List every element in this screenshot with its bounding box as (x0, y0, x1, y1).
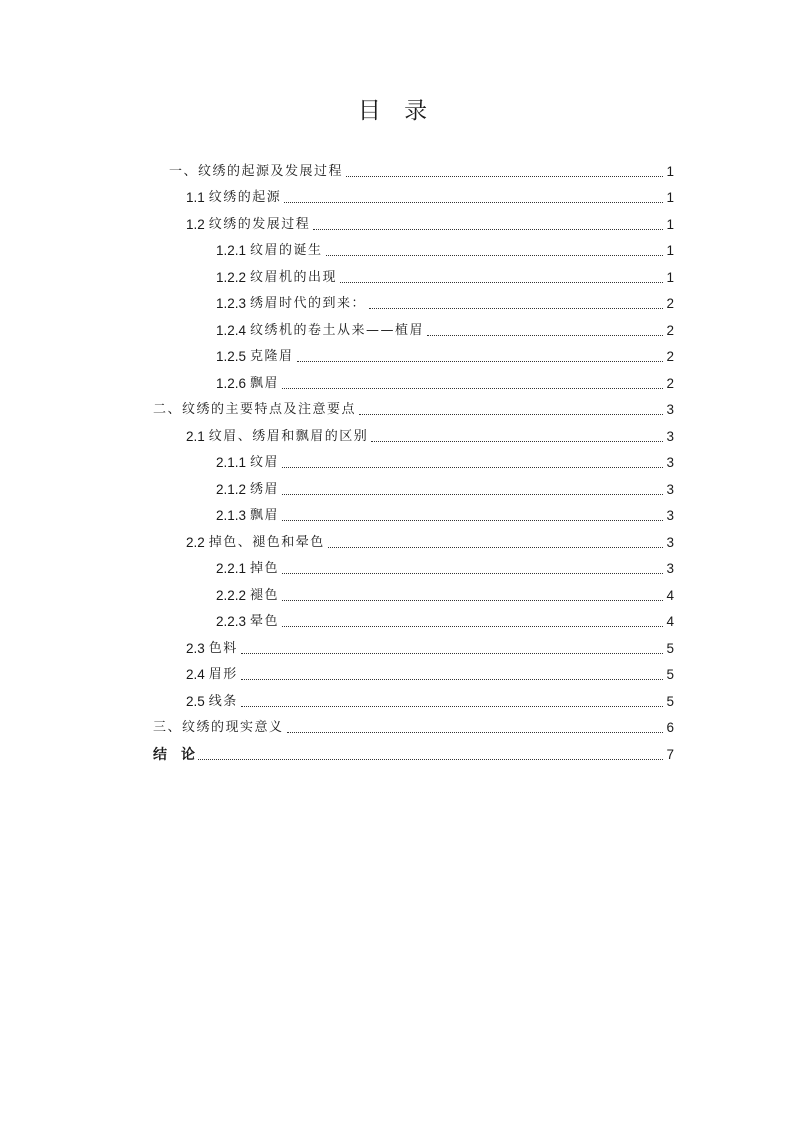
toc-entry-1-1[interactable] (186, 180, 674, 207)
toc-entry-label: 纹绣的起源 (208, 190, 282, 205)
toc-entry-label: 掉色、褪色和晕色 (208, 534, 325, 550)
toc-entry-label: 绣眉时代的到来： (250, 296, 367, 311)
toc-entry-page: 2 (666, 349, 674, 364)
toc-entry-page: 3 (666, 561, 674, 576)
dot-leader (241, 652, 664, 654)
toc-entry-number: 2.2.1 (216, 561, 247, 576)
toc-entry-1-2-4[interactable] (216, 312, 674, 339)
toc-entry-page: 1 (666, 216, 674, 232)
toc-entry-number: 1.2 (186, 216, 205, 232)
toc-entry-label: 褪色 (250, 587, 280, 603)
toc-entry-label: 绣眉 (250, 481, 280, 497)
toc-entry-number: 2.1.3 (216, 508, 247, 523)
toc-entry-number: 2.4 (186, 667, 205, 682)
toc-entry-2-5[interactable] (186, 683, 674, 710)
toc-entry-label: 克隆眉 (250, 349, 294, 364)
toc-entry-label: 纹眉、绣眉和飘眉的区别 (208, 428, 369, 444)
toc-entry-page: 3 (666, 402, 674, 417)
toc-entry-page: 7 (666, 746, 674, 762)
dot-leader (297, 360, 664, 362)
toc-entry-page: 5 (666, 667, 674, 682)
toc-entry-label: 纹绣的发展过程 (208, 216, 311, 232)
toc-entry-label: 飘眉 (250, 508, 280, 523)
toc-entry-chapter-3[interactable] (153, 710, 674, 737)
toc-entry-1-2-2[interactable] (216, 259, 674, 286)
toc-entry-label: 眉形 (208, 667, 238, 682)
dot-leader (326, 254, 664, 256)
toc-entry-2-1[interactable] (186, 418, 674, 445)
toc-entry-label: 飘眉 (250, 375, 280, 391)
toc-entry-label: 晕色 (250, 614, 280, 629)
toc-entry-number: 2.2.3 (216, 614, 247, 629)
toc-entry-page: 3 (666, 508, 674, 523)
toc-entry-1-2-5[interactable] (216, 339, 674, 366)
toc-entry-page: 2 (666, 322, 674, 338)
dot-leader (282, 387, 663, 389)
toc-entry-label: 纹眉 (250, 455, 280, 470)
toc-entry-label: 色料 (208, 640, 238, 656)
toc-entry-number: 1.2.5 (216, 349, 247, 364)
dot-leader (282, 519, 663, 521)
toc-entry-number: 1.1 (186, 190, 205, 205)
toc-entry-number: 2.1.1 (216, 455, 247, 470)
toc-entry-page: 3 (666, 428, 674, 444)
toc-entry-page: 3 (666, 455, 674, 470)
dot-leader (340, 281, 663, 283)
toc-entry-1-2-1[interactable] (216, 233, 674, 260)
toc-entry-number: 2.5 (186, 693, 205, 709)
toc-entry-1-2-6[interactable] (216, 365, 674, 392)
dot-leader (287, 731, 664, 733)
dot-leader (241, 678, 664, 680)
toc-entry-label: 线条 (208, 693, 238, 709)
toc-entry-label: 纹眉的诞生 (250, 243, 323, 258)
toc-entry-2-1-2[interactable] (216, 471, 674, 498)
toc-entry-label: 三、纹绣的现实意义 (153, 720, 284, 735)
toc-entry-number: 2.2.2 (216, 587, 247, 603)
dot-leader (282, 625, 663, 627)
dot-leader (282, 572, 663, 574)
toc-entry-number: 1.2.3 (216, 296, 247, 311)
toc-entry-page: 1 (666, 163, 674, 179)
toc-entry-page: 3 (666, 534, 674, 550)
dot-leader (284, 201, 663, 203)
dot-leader (313, 228, 663, 230)
toc-entry-label: 纹绣机的卷土从来——植眉 (250, 322, 425, 338)
dot-leader (282, 599, 663, 601)
dot-leader (359, 413, 663, 415)
toc-entry-number: 1.2.1 (216, 243, 247, 258)
toc-entry-1-2-3[interactable] (216, 286, 674, 313)
toc-entry-page: 1 (666, 269, 674, 285)
toc-entry-2-2-1[interactable] (216, 551, 674, 578)
toc-entry-1-2[interactable] (186, 206, 674, 233)
toc-entry-page: 3 (666, 481, 674, 497)
toc-entry-page: 1 (666, 190, 674, 205)
toc-entry-page: 4 (666, 614, 674, 629)
toc-entry-label: 结 论 (153, 746, 195, 763)
toc-entry-page: 1 (666, 243, 674, 258)
toc-entry-2-2[interactable] (186, 524, 674, 551)
toc-entry-number: 1.2.6 (216, 375, 247, 391)
dot-leader (328, 546, 664, 548)
toc-entry-label: 纹眉机的出现 (250, 269, 338, 285)
dot-leader (369, 307, 663, 309)
dot-leader (371, 440, 663, 442)
dot-leader (282, 493, 663, 495)
toc-entry-page: 5 (666, 640, 674, 656)
toc-entry-2-1-1[interactable] (216, 445, 674, 472)
toc-entry-chapter-2[interactable] (153, 392, 674, 419)
toc-entry-label: 一、纹绣的起源及发展过程 (169, 163, 344, 179)
toc-entry-conclusion[interactable] (153, 736, 674, 763)
dot-leader (427, 334, 663, 336)
toc-entry-number: 1.2.4 (216, 322, 247, 338)
dot-leader (282, 466, 663, 468)
dot-leader (198, 758, 663, 760)
dot-leader (241, 705, 664, 707)
toc-entry-chapter-1[interactable] (169, 153, 674, 180)
toc-entry-page: 2 (666, 296, 674, 311)
toc-entry-label: 二、纹绣的主要特点及注意要点 (153, 402, 357, 417)
page-title: 目 录 (357, 98, 436, 124)
toc-entry-number: 1.2.2 (216, 269, 247, 285)
toc-entry-2-3[interactable] (186, 630, 674, 657)
toc-entry-number: 2.1 (186, 428, 205, 444)
toc-entry-label: 掉色 (250, 561, 280, 576)
toc-entry-2-1-3[interactable] (216, 498, 674, 525)
toc-entry-page: 6 (666, 720, 674, 735)
toc-entry-2-4[interactable] (186, 657, 674, 684)
toc-entry-2-2-3[interactable] (216, 604, 674, 631)
toc-entry-page: 2 (666, 375, 674, 391)
toc-entry-number: 2.1.2 (216, 481, 247, 497)
toc-entry-number: 2.3 (186, 640, 205, 656)
toc-entry-2-2-2[interactable] (216, 577, 674, 604)
toc-entry-page: 5 (666, 693, 674, 709)
toc-entry-number: 2.2 (186, 534, 205, 550)
dot-leader (346, 175, 663, 177)
toc-entry-page: 4 (666, 587, 674, 603)
